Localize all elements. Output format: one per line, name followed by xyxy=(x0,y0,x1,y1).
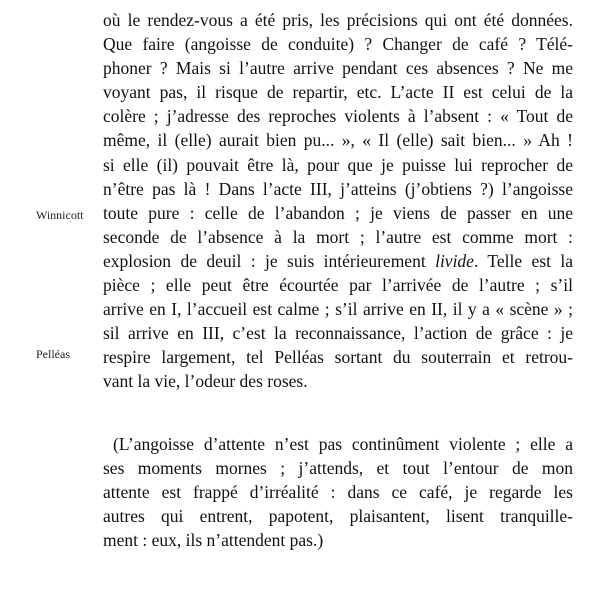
text-line: pièce ; elle peut être écourtée par l’arrivée de l’autre ; s’il xyxy=(103,275,573,296)
paragraph-main xyxy=(103,8,573,394)
text-line: toute pure : celle de l’abandon ; je viens de passer en une xyxy=(103,202,573,223)
paragraph-parenthetical xyxy=(103,432,573,552)
margin-note-pelleas: Pelléas xyxy=(36,347,70,361)
text-line: n’être pas là ! Dans l’acte III, j’atteins (j’obtiens ?) l’angoisse xyxy=(103,178,573,199)
text-line: voyant pas, il risque de repartir, etc. L’acte II est celui de la xyxy=(103,82,573,103)
text-line: autres qui entrent, papotent, plaisantent, lisent tranquille- xyxy=(103,506,573,527)
text-line: respire largement, tel Pelléas sortant du souterrain et retrou- xyxy=(103,347,573,368)
text-line: seconde de l’absence à la mort ; l’autre est comme mort : xyxy=(103,226,573,247)
text-line: ses moments mornes ; j’attends, et tout l’entour de mon xyxy=(103,458,573,479)
text-line: même, il (elle) aurait bien pu... », « Il (elle) sait bien... » Ah ! xyxy=(103,130,573,151)
italic-word: livide xyxy=(435,250,474,271)
text-line: vant la vie, l’odeur des roses. xyxy=(103,371,308,392)
text-line: où le rendez-vous a été pris, les précisions qui ont été données. xyxy=(103,10,573,30)
margin-note-winnicott: Winnicott xyxy=(36,208,84,222)
text-line: arrive en I, l’accueil est calme ; s’il arrive en II, il y a « scène » ; xyxy=(103,299,573,320)
text-segment: explosion de deuil : je suis intérieurement xyxy=(103,250,436,271)
text-line: Que faire (angoisse de conduite) ? Changer de café ? Télé- xyxy=(103,34,573,55)
text-line: attente est frappé d’irréalité : dans ce café, je regarde les xyxy=(103,482,573,503)
text-line: colère ; j’adresse des reproches violents à l’absent : « Tout de xyxy=(103,106,573,127)
text-line: phoner ? Mais si l’autre arrive pendant ces absences ? Ne me xyxy=(103,58,573,79)
text-line: sil arrive en III, c’est la reconnaissance, l’action de grâce : je xyxy=(103,323,573,344)
text-line: ment : eux, ils n’attendent pas.) xyxy=(103,530,324,551)
text-line-with-italic xyxy=(103,249,573,273)
text-segment: . Telle est la xyxy=(473,250,573,271)
text-line: (L’angoisse d’attente n’est pas continûment violente ; elle a xyxy=(113,434,573,454)
text-line: si elle (il) pouvait être là, pour que je puisse lui reprocher de xyxy=(103,154,573,175)
